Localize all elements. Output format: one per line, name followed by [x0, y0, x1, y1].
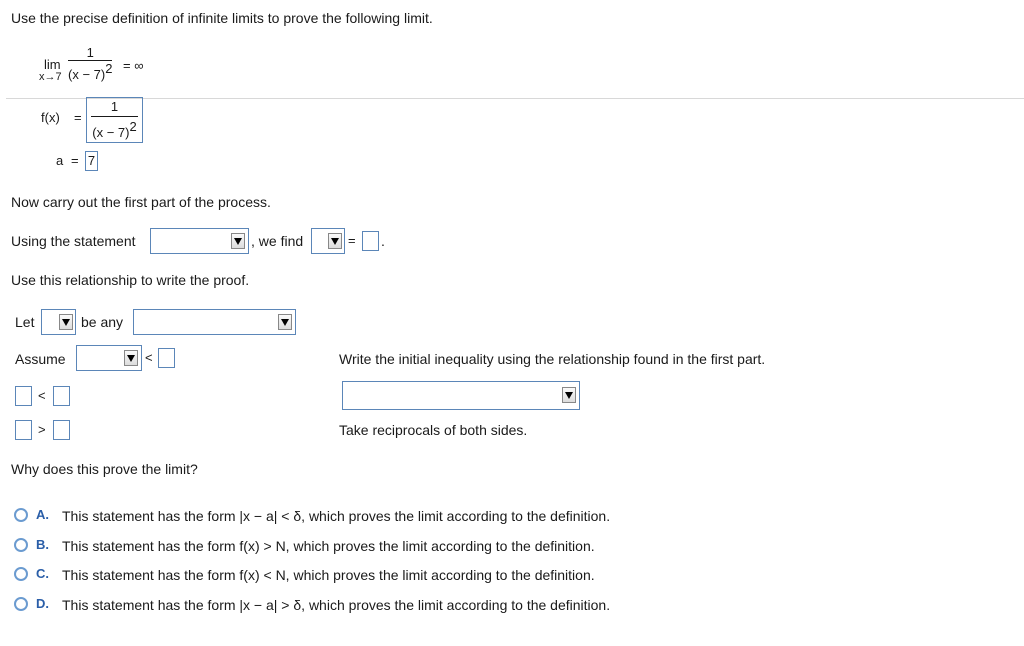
fx-numerator: 1: [110, 99, 119, 114]
let-label: Let: [15, 314, 35, 330]
we-find-answer-input[interactable]: [362, 231, 379, 251]
chevron-down-icon[interactable]: [231, 233, 245, 249]
option-d-text[interactable]: This statement has the form |x − a| > δ, which proves the limit according to the definition.: [62, 597, 611, 613]
option-d-letter: D.: [36, 596, 49, 611]
ineq2-left-input[interactable]: [15, 420, 32, 440]
hint-initial-inequality: Write the initial inequality using the relationship found in the first part.: [339, 351, 766, 367]
divider: [6, 98, 1024, 99]
a-equals: =: [71, 153, 79, 168]
question-prompt: Use the precise definition of infinite limits to prove the following limit.: [11, 10, 433, 26]
a-label: a: [56, 153, 64, 168]
option-a-radio[interactable]: [14, 508, 28, 522]
option-a-text[interactable]: This statement has the form |x − a| < δ, which proves the limit according to the definition.: [62, 508, 611, 524]
option-c-text[interactable]: This statement has the form f(x) < N, which proves the limit according to the definition.: [62, 567, 595, 583]
option-c-letter: C.: [36, 566, 49, 581]
assume-label: Assume: [15, 351, 66, 367]
option-b-radio[interactable]: [14, 538, 28, 552]
ineq2-right-input[interactable]: [53, 420, 70, 440]
option-b-letter: B.: [36, 537, 49, 552]
lim-text: lim: [44, 57, 61, 72]
part1-instruction: Now carry out the first part of the process.: [11, 194, 271, 210]
assume-lt: <: [145, 350, 153, 365]
ineq2-gt: >: [38, 422, 46, 437]
chevron-down-icon[interactable]: [59, 314, 73, 330]
limit-fraction: [68, 45, 112, 82]
part2-instruction: Use this relationship to write the proof.: [11, 272, 250, 288]
option-b-text[interactable]: This statement has the form f(x) > N, which proves the limit according to the definition.: [62, 538, 595, 554]
fx-label: f(x): [41, 110, 60, 125]
fx-fraction: [86, 97, 143, 143]
ineq1-lt: <: [38, 388, 46, 403]
option-a-letter: A.: [36, 507, 49, 522]
why-question: Why does this prove the limit?: [11, 461, 198, 477]
ineq1-left-input[interactable]: [15, 386, 32, 406]
chevron-down-icon[interactable]: [328, 233, 342, 249]
assume-dropdown[interactable]: [76, 345, 142, 371]
using-statement-label: Using the statement: [11, 233, 136, 249]
be-any-dropdown[interactable]: [133, 309, 296, 335]
we-find-dropdown[interactable]: [311, 228, 345, 254]
let-variable-dropdown[interactable]: [41, 309, 76, 335]
statement-dropdown[interactable]: [150, 228, 249, 254]
limit-exponent: 2: [105, 61, 113, 76]
we-find-equals: =: [348, 233, 356, 248]
option-c-radio[interactable]: [14, 567, 28, 581]
lim-subscript: x→7: [39, 71, 62, 83]
fx-equals: =: [74, 110, 82, 125]
chevron-down-icon[interactable]: [562, 387, 576, 403]
a-value: 7: [85, 151, 98, 171]
option-d-radio[interactable]: [14, 597, 28, 611]
we-find-label: , we find: [251, 233, 304, 249]
ineq1-right-input[interactable]: [53, 386, 70, 406]
fx-denominator: (x − 7): [92, 125, 130, 140]
limit-numerator: 1: [86, 45, 94, 60]
chevron-down-icon[interactable]: [278, 314, 292, 330]
period: .: [381, 233, 385, 249]
limit-equals-infinity: = ∞: [123, 58, 144, 73]
be-any-label: be any: [81, 314, 124, 330]
hint-reciprocals: Take reciprocals of both sides.: [339, 422, 528, 438]
assume-input[interactable]: [158, 348, 175, 368]
chevron-down-icon[interactable]: [124, 350, 138, 366]
fx-exponent: 2: [129, 119, 137, 134]
initial-inequality-dropdown[interactable]: [342, 381, 580, 410]
limit-denominator: (x − 7): [68, 67, 106, 82]
